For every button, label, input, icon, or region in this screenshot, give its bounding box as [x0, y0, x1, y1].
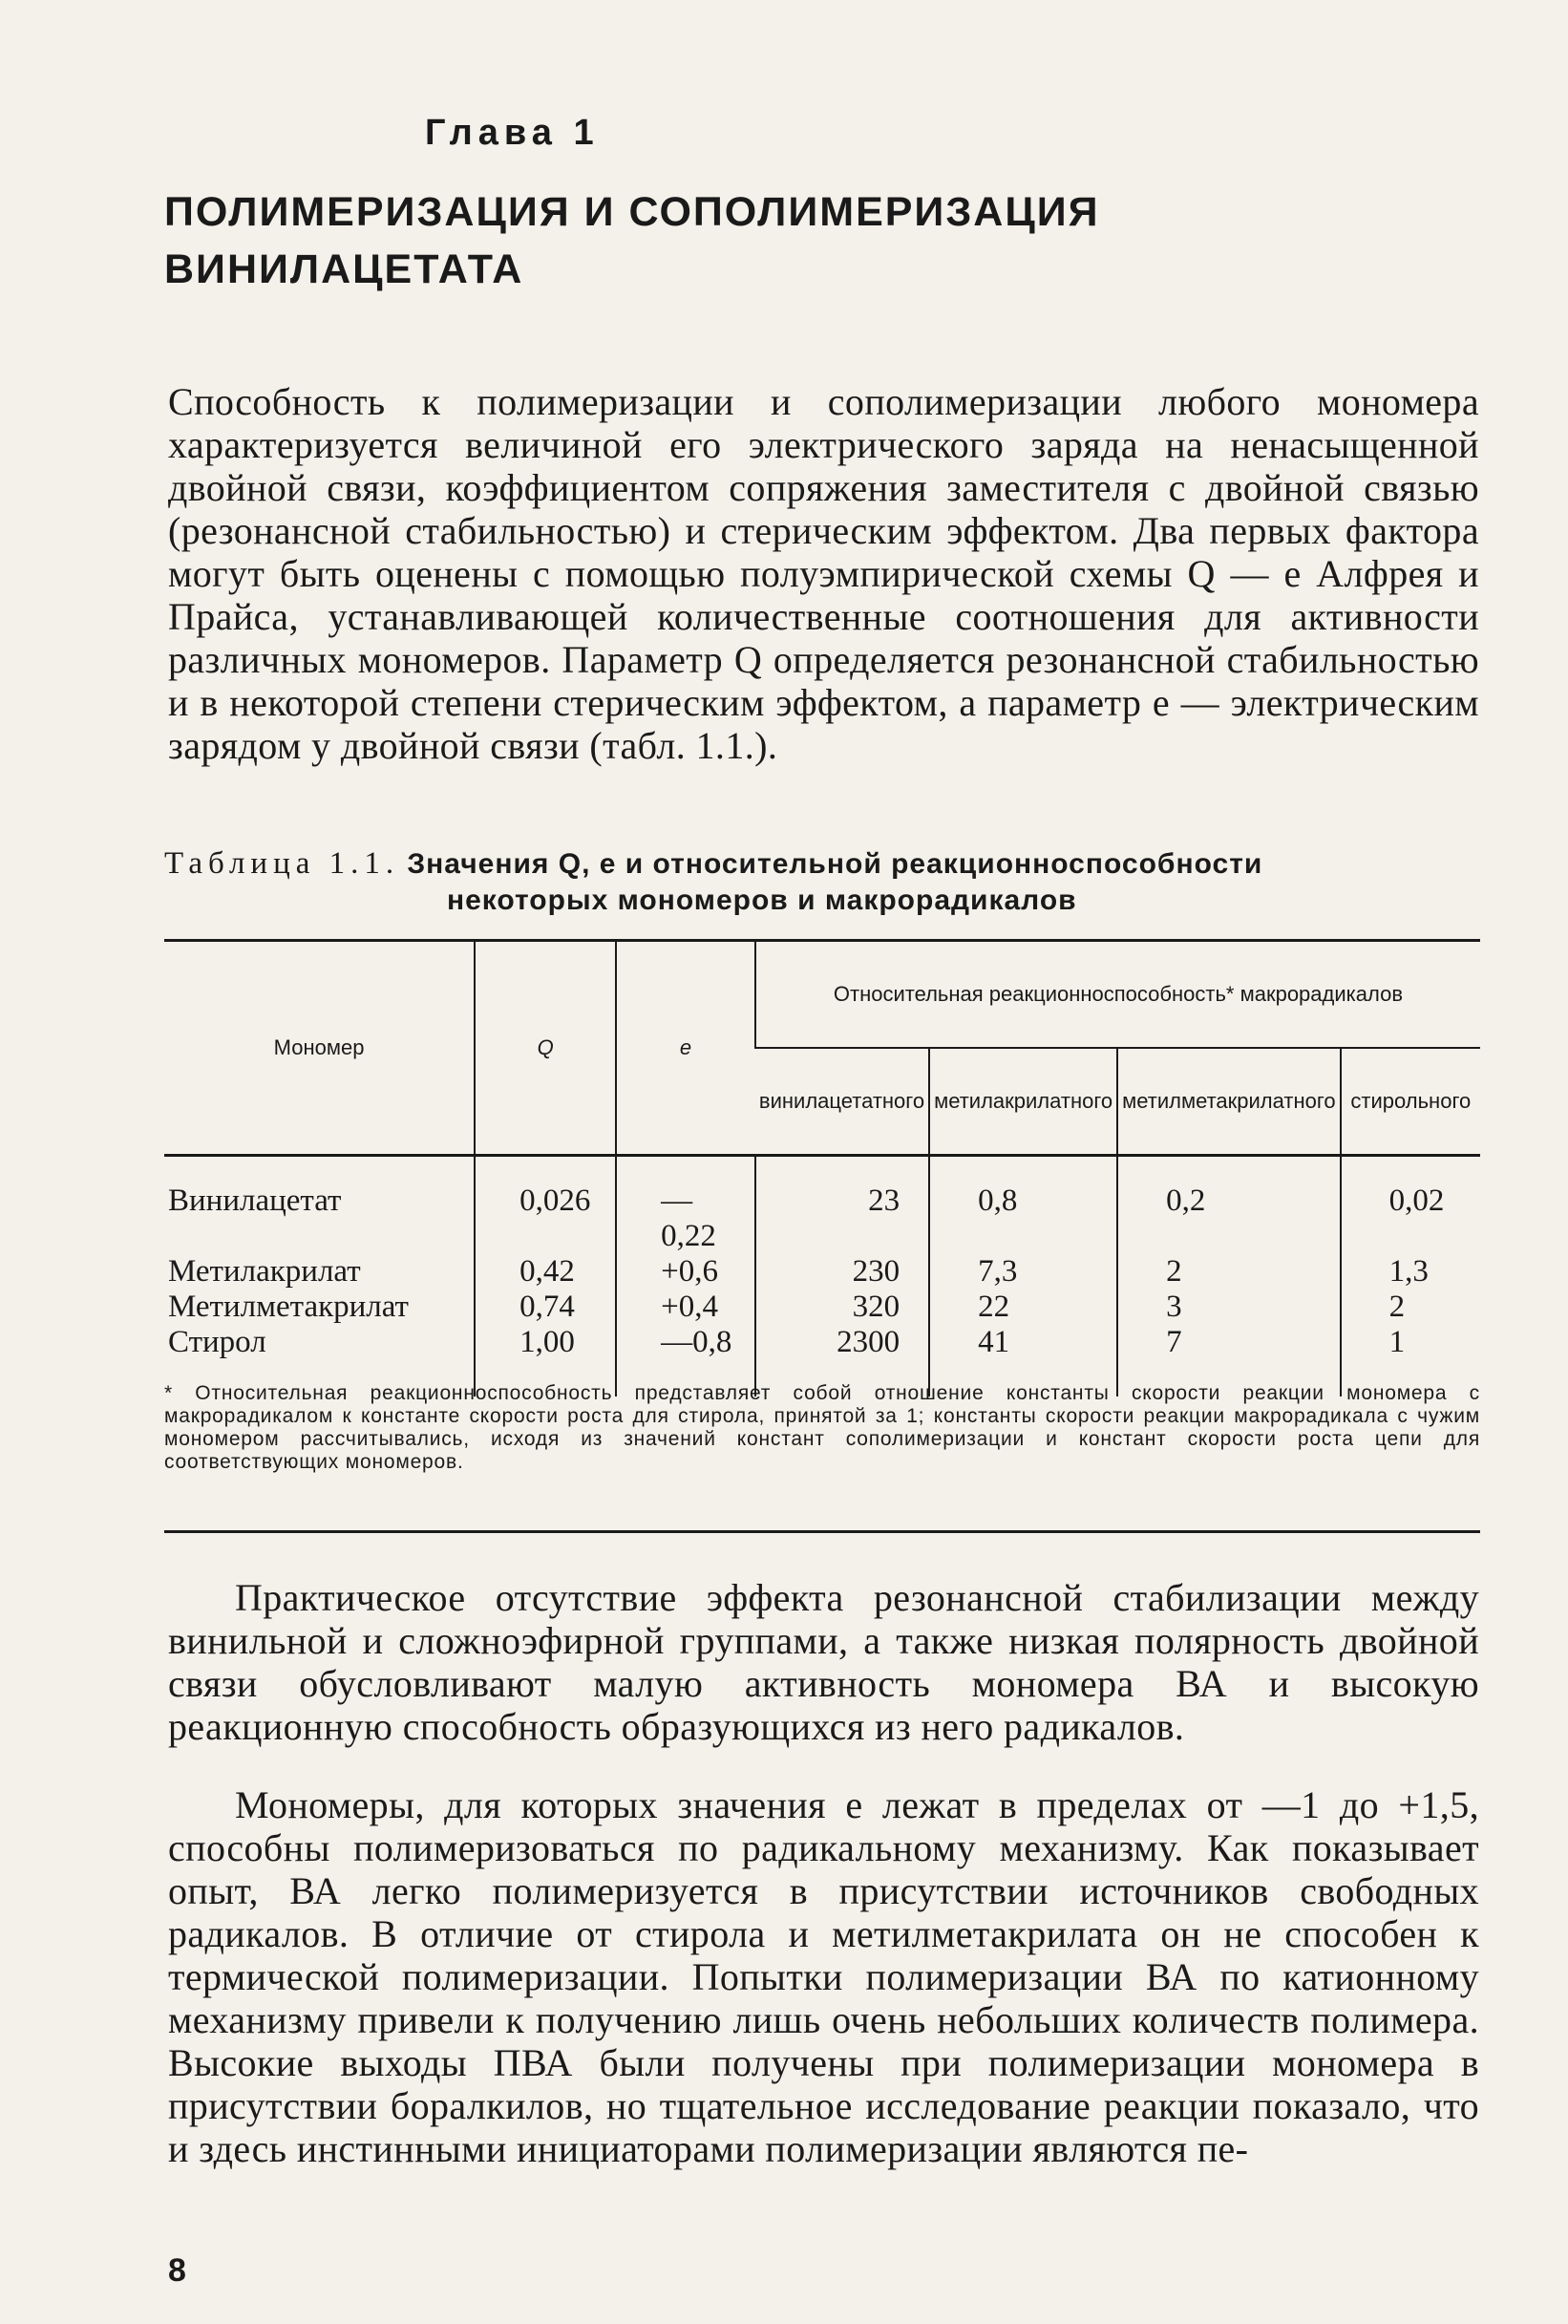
header-q: Q — [475, 941, 616, 1156]
cell-r4: 1 — [1341, 1325, 1480, 1397]
body-paragraph-2: Практическое отсутствие эффекта резонансной стабилизации между винильной и сложноэфирной группами, а также низкая полярность двойной связи обусловливают малую активность мономера ВА и высокую реакционную способность образующихся из него радикалов. — [168, 1576, 1479, 1748]
cell-r2: 0,8 — [929, 1156, 1117, 1255]
table-row — [164, 1290, 1480, 1325]
table-caption-line1: Значения Q, e и относительной реакционноспособности — [407, 848, 1263, 880]
cell-r3: 2 — [1117, 1254, 1341, 1290]
cell-r4: 1,3 — [1341, 1254, 1480, 1290]
cell-e: —0,8 — [616, 1325, 755, 1397]
cell-r1: 2300 — [755, 1325, 929, 1397]
header-vinyl-acetate-radical: винилацетатного — [755, 1048, 929, 1156]
header-e: e — [616, 941, 755, 1156]
cell-r4: 0,02 — [1341, 1156, 1480, 1255]
table-footnote: * Относительная реакционноспособность представляет собой отношение константы скорости реакции мономера с макрорадикалом к константе скорости роста для стирола, принятой за 1; константы скорости реакции макрорадикала с чужим мономером рассчитывались, исходя из значений констант сополимеризации и констант скорости роста цепи для соответствующих мономеров. — [164, 1382, 1480, 1473]
intro-paragraph: Способность к полимеризации и сополимеризации любого мономера характеризуется величиной его электрического заряда на ненасыщенной двойной связи, коэффициентом сопряжения заместителя с двойной связью (резонансной стабильностью) и стерическим эффектом. Два первых фактора могут быть оценены с помощью полуэмпирической схемы Q — e Алфрея и Прайса, устанавливающей количественные соотношения для активности различных мономеров. Параметр Q определяется резонансной стабильностью и в некоторой степени стерическим эффектом, а параметр e — электрическим зарядом у двойной связи (табл. 1.1.). — [168, 380, 1479, 767]
cell-q: 0,42 — [475, 1254, 616, 1290]
table-caption-line2: некоторых мономеров и макрорадикалов — [447, 885, 1077, 916]
cell-r3: 7 — [1117, 1325, 1341, 1397]
cell-monomer: Винилацетат — [168, 1183, 342, 1218]
cell-monomer: Метилакрилат — [168, 1254, 361, 1289]
cell-r4: 2 — [1341, 1290, 1480, 1325]
page-number: 8 — [168, 2252, 186, 2289]
chapter-label: Глава 1 — [425, 113, 600, 153]
cell-e: +0,4 — [616, 1290, 755, 1325]
cell-r1: 320 — [755, 1290, 929, 1325]
table-row — [164, 1254, 1480, 1290]
cell-q: 1,00 — [475, 1325, 616, 1397]
header-reactivity-group: Относительная реакционноспособность* макрорадикалов — [755, 941, 1480, 1049]
body-paragraph-3: Мономеры, для которых значения e лежат в пределах от —1 до +1,5, способны полимеризоваться по радикальному механизму. Как показывает опыт, ВА легко полимеризуется в присутствии источников свободных радикалов. В отличие от стирола и метилметакрилата он не способен к термической полимеризации. Попытки полимеризации ВА по катионному механизму привели к получению лишь очень небольших количеств полимера. Высокие выходы ПВА были получены при полимеризации мономера в присутствии боралкилов, но тщательное исследование реакции показало, что и здесь инстинными инициаторами полимеризации являются пе- — [168, 1783, 1479, 2170]
cell-r3: 0,2 — [1117, 1156, 1341, 1255]
footnote-divider — [164, 1530, 1480, 1533]
header-monomer: Мономер — [164, 941, 475, 1156]
cell-e: —0,22 — [616, 1156, 755, 1255]
header-methyl-acrylate-radical: метилакрилатного — [929, 1048, 1117, 1156]
header-methyl-methacrylate-radical: метилметакрилатного — [1117, 1048, 1341, 1156]
cell-r2: 41 — [929, 1325, 1117, 1397]
table-caption-label: Таблица 1.1. — [164, 846, 400, 881]
cell-q: 0,74 — [475, 1290, 616, 1325]
chapter-title: ПОЛИМЕРИЗАЦИЯ И СОПОЛИМЕРИЗАЦИЯ ВИНИЛАЦЕТАТА — [164, 189, 1100, 292]
cell-r2: 22 — [929, 1290, 1117, 1325]
cell-r1: 230 — [755, 1254, 929, 1290]
header-styrene-radical: стирольного — [1341, 1048, 1480, 1156]
table-caption — [164, 845, 1482, 919]
cell-e: +0,6 — [616, 1254, 755, 1290]
cell-q: 0,026 — [475, 1156, 616, 1255]
cell-monomer: Стирол — [168, 1325, 266, 1359]
cell-monomer: Метилметакрилат — [168, 1290, 409, 1324]
table-row — [164, 1156, 1480, 1255]
reactivity-table — [164, 939, 1480, 1397]
cell-r1: 23 — [755, 1156, 929, 1255]
cell-r3: 3 — [1117, 1290, 1341, 1325]
cell-r2: 7,3 — [929, 1254, 1117, 1290]
